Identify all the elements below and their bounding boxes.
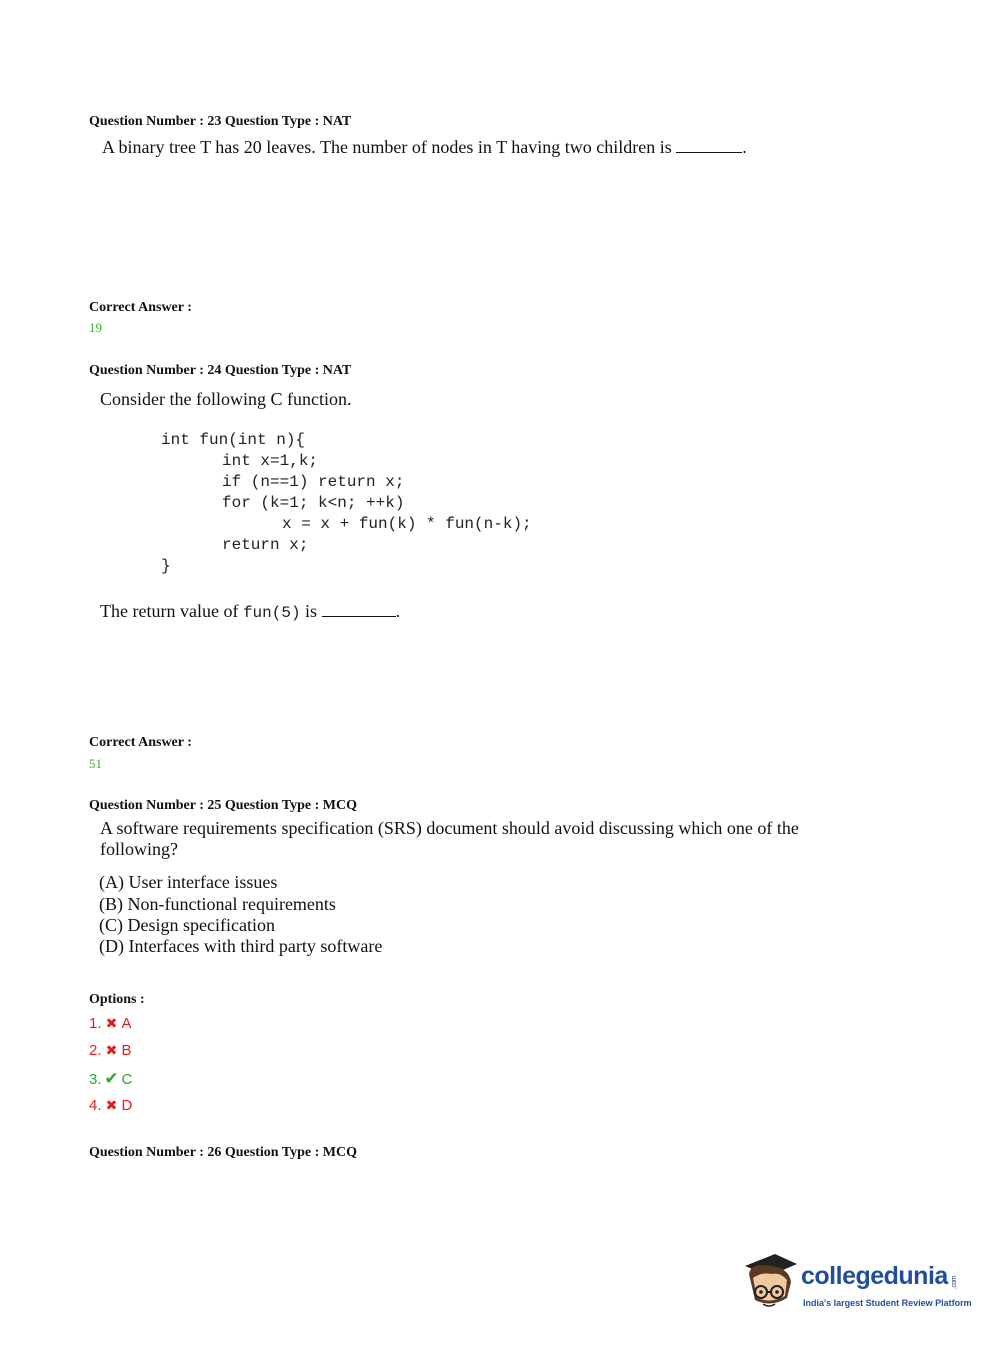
- cross-icon: ✖: [105, 1042, 118, 1058]
- q23-end: .: [742, 137, 747, 157]
- option-4-letter: D: [121, 1097, 133, 1114]
- logo-tagline: India's largest Student Review Platform: [803, 1298, 972, 1308]
- option-3-letter: C: [121, 1071, 133, 1088]
- q24-ret-suffix: is: [305, 601, 318, 621]
- q24-answer-label: Correct Answer :: [89, 735, 192, 750]
- code-line-5: x = x + fun(k) * fun(n-k);: [282, 515, 532, 533]
- q25-options-label: Options :: [89, 992, 145, 1007]
- option-2: [89, 1042, 132, 1059]
- option-3: [89, 1069, 132, 1089]
- code-line-6: return x;: [222, 536, 309, 554]
- logo-wordmark: collegedunia: [801, 1262, 948, 1290]
- code-line-1: int fun(int n){: [161, 431, 306, 449]
- q24-text: Consider the following C function.: [100, 389, 352, 409]
- q24-ret-code: fun(5): [242, 604, 301, 622]
- code-line-4: for (k=1; k<n; ++k): [222, 494, 405, 512]
- q24-return-line: [100, 601, 400, 622]
- option-4-num: 4.: [89, 1097, 102, 1114]
- q25-text-line1: A software requirements specification (SRS) document should avoid discussing which one of the: [100, 818, 799, 838]
- code-line-2: int x=1,k;: [222, 452, 319, 470]
- logo-suffix: .com: [950, 1275, 958, 1290]
- q25-header: Question Number : 25 Question Type : MCQ: [89, 798, 357, 813]
- q25-choice-a: (A) User interface issues: [99, 872, 278, 892]
- q23-header: Question Number : 23 Question Type : NAT: [89, 114, 352, 129]
- code-line-3: if (n==1) return x;: [222, 473, 405, 491]
- option-1-num: 1.: [89, 1015, 102, 1032]
- q24-ret-prefix: The return value of: [100, 601, 239, 621]
- q24-blank: [322, 616, 396, 617]
- q25-choice-b: (B) Non-functional requirements: [99, 894, 336, 914]
- q23-text: [102, 137, 747, 158]
- option-3-num: 3.: [89, 1071, 102, 1088]
- code-line-7: }: [161, 557, 171, 575]
- collegedunia-logo: [741, 1248, 971, 1318]
- cross-icon: ✖: [105, 1097, 118, 1113]
- q25-choice-d: (D) Interfaces with third party software: [99, 936, 383, 956]
- option-2-num: 2.: [89, 1042, 102, 1059]
- option-2-letter: B: [121, 1042, 132, 1059]
- q25-choice-c: (C) Design specification: [99, 915, 275, 935]
- q23-answer: 19: [89, 320, 102, 335]
- q23-question: A binary tree T has 20 leaves. The number of nodes in T having two children is: [102, 137, 672, 157]
- q23-answer-label: Correct Answer :: [89, 300, 192, 315]
- q24-answer: 51: [89, 756, 102, 771]
- option-1-letter: A: [121, 1015, 132, 1032]
- check-icon: ✔: [104, 1069, 119, 1088]
- mascot-icon: [741, 1248, 801, 1316]
- option-1: [89, 1015, 132, 1032]
- q24-end: .: [395, 601, 401, 621]
- q23-blank: [676, 152, 742, 153]
- q26-header: Question Number : 26 Question Type : MCQ: [89, 1145, 357, 1160]
- q24-header: Question Number : 24 Question Type : NAT: [89, 363, 352, 378]
- option-4: [89, 1097, 132, 1114]
- cross-icon: ✖: [105, 1015, 118, 1031]
- q25-text-line2: following?: [100, 839, 178, 859]
